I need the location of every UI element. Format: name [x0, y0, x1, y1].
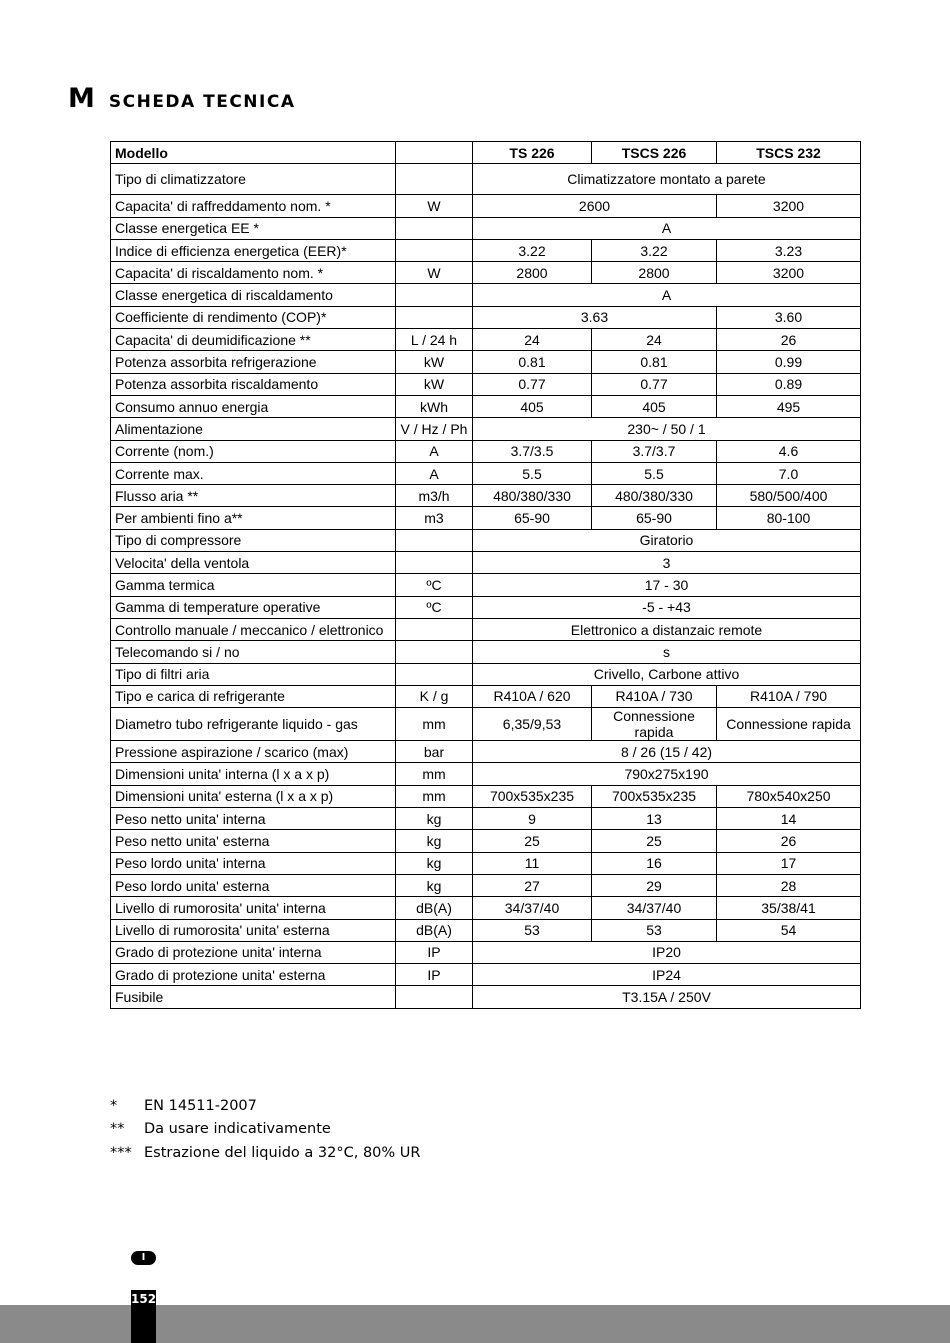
table-row — [111, 329, 861, 351]
row-label: Potenza assorbita refrigerazione — [111, 351, 396, 373]
row-value: 65-90 — [592, 507, 717, 529]
row-label: Flusso aria ** — [111, 485, 396, 507]
row-unit: W — [396, 262, 473, 284]
row-value: 790x275x190 — [473, 763, 861, 785]
row-unit: kg — [396, 808, 473, 830]
language-badge: I — [131, 1251, 156, 1265]
row-unit: kW — [396, 351, 473, 373]
row-unit: kg — [396, 852, 473, 874]
row-label: Controllo manuale / meccanico / elettronico — [111, 618, 396, 640]
row-value: 700x535x235 — [473, 785, 592, 807]
footnote — [110, 1118, 420, 1142]
footnote-mark: *** — [110, 1144, 132, 1161]
row-value: 3 — [473, 552, 861, 574]
row-unit: kW — [396, 373, 473, 395]
row-label: Telecomando si / no — [111, 641, 396, 663]
row-value: 0.99 — [717, 351, 861, 373]
table-row — [111, 808, 861, 830]
row-unit — [396, 284, 473, 306]
row-unit — [396, 552, 473, 574]
row-label: Livello di rumorosita' unita' esterna — [111, 919, 396, 941]
row-value: 7.0 — [717, 462, 861, 484]
row-unit: mm — [396, 763, 473, 785]
row-label: Capacita' di deumidificazione ** — [111, 329, 396, 351]
row-unit — [396, 164, 473, 195]
row-label: Potenza assorbita riscaldamento — [111, 373, 396, 395]
row-value: 80-100 — [717, 507, 861, 529]
table-row — [111, 239, 861, 261]
row-value: 3.22 — [473, 239, 592, 261]
row-value: 700x535x235 — [592, 785, 717, 807]
row-value: 3.22 — [592, 239, 717, 261]
row-unit: IP — [396, 964, 473, 986]
column-header-model: Modello — [111, 142, 396, 164]
table-row — [111, 897, 861, 919]
row-value: 11 — [473, 852, 592, 874]
row-value: 17 - 30 — [473, 574, 861, 596]
row-unit: dB(A) — [396, 897, 473, 919]
row-unit: kg — [396, 830, 473, 852]
table-row — [111, 485, 861, 507]
row-value: 17 — [717, 852, 861, 874]
row-value: s — [473, 641, 861, 663]
row-value: 0.81 — [473, 351, 592, 373]
row-value: T3.15A / 250V — [473, 986, 861, 1008]
row-value: Connessione rapida — [717, 708, 861, 741]
row-value: 27 — [473, 874, 592, 896]
row-label: Coefficiente di rendimento (COP)* — [111, 306, 396, 328]
row-unit: mm — [396, 785, 473, 807]
table-row — [111, 507, 861, 529]
row-value: 480/380/330 — [473, 485, 592, 507]
row-label: Livello di rumorosita' unita' interna — [111, 897, 396, 919]
row-value: 0.81 — [592, 351, 717, 373]
row-value: 35/38/41 — [717, 897, 861, 919]
row-unit — [396, 663, 473, 685]
footnote-text: Da usare indicativamente — [144, 1121, 331, 1138]
row-label: Corrente (nom.) — [111, 440, 396, 462]
row-label: Classe energetica EE * — [111, 217, 396, 239]
table-row — [111, 763, 861, 785]
row-value: 5.5 — [473, 462, 592, 484]
row-label: Pressione aspirazione / scarico (max) — [111, 741, 396, 763]
row-unit: kWh — [396, 395, 473, 417]
row-label: Indice di efficienza energetica (EER)* — [111, 239, 396, 261]
footnotes — [110, 1094, 420, 1165]
table-row — [111, 351, 861, 373]
row-value: R410A / 790 — [717, 685, 861, 707]
row-unit: dB(A) — [396, 919, 473, 941]
table-row — [111, 462, 861, 484]
table-row — [111, 830, 861, 852]
row-label: Per ambienti fino a** — [111, 507, 396, 529]
row-unit: bar — [396, 741, 473, 763]
row-value: 405 — [473, 395, 592, 417]
row-value: 5.5 — [592, 462, 717, 484]
footnote — [110, 1141, 420, 1165]
footnote — [110, 1094, 420, 1118]
row-value: 6,35/9,53 — [473, 708, 592, 741]
row-value: IP20 — [473, 941, 861, 963]
table-row — [111, 217, 861, 239]
row-value: 13 — [592, 808, 717, 830]
table-row — [111, 641, 861, 663]
table-row — [111, 785, 861, 807]
table-row — [111, 596, 861, 618]
row-unit — [396, 239, 473, 261]
row-label: Gamma termica — [111, 574, 396, 596]
row-unit: m3/h — [396, 485, 473, 507]
spec-table-body — [111, 164, 861, 1008]
table-row — [111, 919, 861, 941]
row-label: Diametro tubo refrigerante liquido - gas — [111, 708, 396, 741]
row-label: Peso netto unita' esterna — [111, 830, 396, 852]
table-row — [111, 618, 861, 640]
row-value: 29 — [592, 874, 717, 896]
column-header-tscs232: TSCS 232 — [717, 142, 861, 164]
row-unit — [396, 306, 473, 328]
row-unit: IP — [396, 941, 473, 963]
row-label: Velocita' della ventola — [111, 552, 396, 574]
table-row — [111, 164, 861, 195]
table-row — [111, 440, 861, 462]
row-value: Connessione rapida — [592, 708, 717, 741]
row-value: 3.63 — [473, 306, 717, 328]
row-value: 3200 — [717, 195, 861, 217]
row-unit: mm — [396, 708, 473, 741]
row-label: Alimentazione — [111, 418, 396, 440]
row-value: 26 — [717, 329, 861, 351]
column-header-unit — [396, 142, 473, 164]
table-row — [111, 685, 861, 707]
row-unit: ºC — [396, 596, 473, 618]
row-label: Dimensioni unita' interna (l x a x p) — [111, 763, 396, 785]
row-label: Gamma di temperature operative — [111, 596, 396, 618]
row-value: 25 — [592, 830, 717, 852]
column-header-ts226: TS 226 — [473, 142, 592, 164]
footnote-mark: ** — [110, 1121, 125, 1138]
row-value: 3.7/3.7 — [592, 440, 717, 462]
section-letter: M — [68, 83, 95, 114]
row-unit — [396, 618, 473, 640]
row-value: Climatizzatore montato a parete — [473, 164, 861, 195]
row-value: 53 — [473, 919, 592, 941]
table-row — [111, 941, 861, 963]
table-row — [111, 852, 861, 874]
table-row — [111, 986, 861, 1008]
row-value: R410A / 730 — [592, 685, 717, 707]
row-label: Corrente max. — [111, 462, 396, 484]
row-value: 24 — [473, 329, 592, 351]
spec-table — [110, 141, 861, 1009]
row-label: Dimensioni unita' esterna (l x a x p) — [111, 785, 396, 807]
row-unit: V / Hz / Ph — [396, 418, 473, 440]
row-unit: ºC — [396, 574, 473, 596]
row-label: Peso lordo unita' esterna — [111, 874, 396, 896]
row-value: 53 — [592, 919, 717, 941]
row-value: 14 — [717, 808, 861, 830]
row-value: R410A / 620 — [473, 685, 592, 707]
row-value: 3.7/3.5 — [473, 440, 592, 462]
table-row — [111, 741, 861, 763]
row-label: Capacita' di raffreddamento nom. * — [111, 195, 396, 217]
row-value: 480/380/330 — [592, 485, 717, 507]
row-label: Tipo di compressore — [111, 529, 396, 551]
table-header-row — [111, 142, 861, 164]
row-value: -5 - +43 — [473, 596, 861, 618]
row-value: 26 — [717, 830, 861, 852]
column-header-tscs226: TSCS 226 — [592, 142, 717, 164]
row-unit: A — [396, 440, 473, 462]
row-value: 780x540x250 — [717, 785, 861, 807]
row-label: Peso netto unita' interna — [111, 808, 396, 830]
table-row — [111, 195, 861, 217]
row-value: 0.77 — [592, 373, 717, 395]
row-value: A — [473, 284, 861, 306]
page-heading — [68, 83, 296, 114]
table-row — [111, 552, 861, 574]
table-row — [111, 964, 861, 986]
row-value: 580/500/400 — [717, 485, 861, 507]
row-unit: m3 — [396, 507, 473, 529]
row-unit: kg — [396, 874, 473, 896]
row-label: Tipo di climatizzatore — [111, 164, 396, 195]
row-value: 28 — [717, 874, 861, 896]
table-row — [111, 262, 861, 284]
row-value: A — [473, 217, 861, 239]
row-value: 16 — [592, 852, 717, 874]
row-value: IP24 — [473, 964, 861, 986]
row-value: Crivello, Carbone attivo — [473, 663, 861, 685]
row-unit — [396, 529, 473, 551]
table-row — [111, 874, 861, 896]
row-unit: K / g — [396, 685, 473, 707]
row-unit: W — [396, 195, 473, 217]
row-value: 9 — [473, 808, 592, 830]
table-row — [111, 284, 861, 306]
row-value: 4.6 — [717, 440, 861, 462]
row-unit: A — [396, 462, 473, 484]
table-row — [111, 708, 861, 741]
row-value: 230~ / 50 / 1 — [473, 418, 861, 440]
row-value: 2600 — [473, 195, 717, 217]
page-number: 152 — [131, 1290, 156, 1343]
row-unit: L / 24 h — [396, 329, 473, 351]
table-row — [111, 529, 861, 551]
table-row — [111, 306, 861, 328]
row-value: 8 / 26 (15 / 42) — [473, 741, 861, 763]
row-value: 495 — [717, 395, 861, 417]
row-value: 405 — [592, 395, 717, 417]
row-value: 3.60 — [717, 306, 861, 328]
row-value: 0.89 — [717, 373, 861, 395]
row-value: 34/37/40 — [473, 897, 592, 919]
row-unit — [396, 641, 473, 663]
row-label: Consumo annuo energia — [111, 395, 396, 417]
row-label: Tipo di filtri aria — [111, 663, 396, 685]
row-label: Grado di protezione unita' interna — [111, 941, 396, 963]
table-row — [111, 574, 861, 596]
row-value: Elettronico a distanzaic remote — [473, 618, 861, 640]
row-value: 34/37/40 — [592, 897, 717, 919]
row-value: 65-90 — [473, 507, 592, 529]
row-value: Giratorio — [473, 529, 861, 551]
footnote-mark: * — [110, 1097, 118, 1114]
table-row — [111, 663, 861, 685]
row-value: 24 — [592, 329, 717, 351]
row-label: Capacita' di riscaldamento nom. * — [111, 262, 396, 284]
row-label: Classe energetica di riscaldamento — [111, 284, 396, 306]
footnote-text: EN 14511-2007 — [144, 1097, 257, 1114]
row-label: Tipo e carica di refrigerante — [111, 685, 396, 707]
page-title: SCHEDA TECNICA — [108, 92, 296, 112]
row-value: 3.23 — [717, 239, 861, 261]
row-value: 3200 — [717, 262, 861, 284]
table-row — [111, 395, 861, 417]
row-label: Fusibile — [111, 986, 396, 1008]
row-value: 2800 — [592, 262, 717, 284]
row-label: Peso lordo unita' interna — [111, 852, 396, 874]
row-value: 25 — [473, 830, 592, 852]
table-row — [111, 418, 861, 440]
row-value: 54 — [717, 919, 861, 941]
row-value: 2800 — [473, 262, 592, 284]
row-label: Grado di protezione unita' esterna — [111, 964, 396, 986]
row-unit — [396, 986, 473, 1008]
row-unit — [396, 217, 473, 239]
footnote-text: Estrazione del liquido a 32°C, 80% UR — [144, 1144, 421, 1161]
table-row — [111, 373, 861, 395]
row-value: 0.77 — [473, 373, 592, 395]
